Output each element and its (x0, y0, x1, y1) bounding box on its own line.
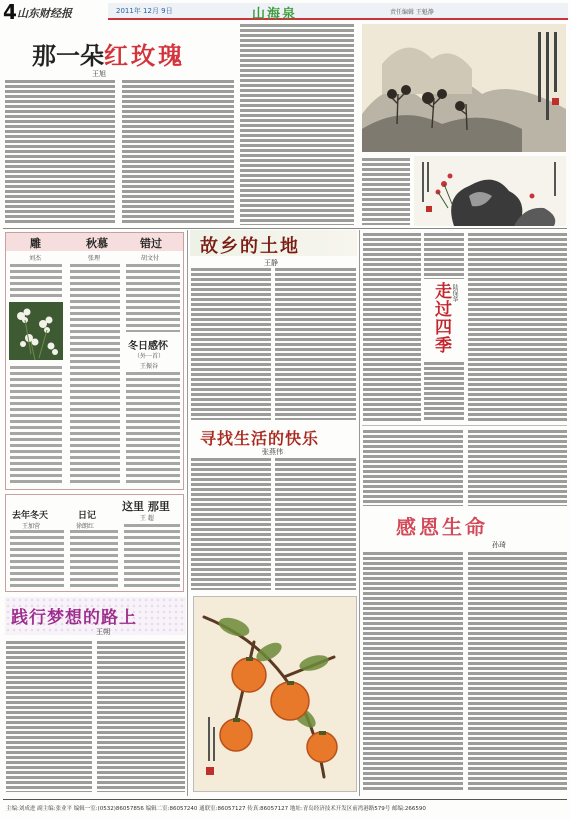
poem-text (70, 530, 118, 588)
article-title-dream: 践行梦想的路上 (11, 608, 137, 628)
poem-title-winter: 冬日感怀 (128, 341, 168, 352)
poem-text (126, 264, 180, 332)
issue-date: 2011年 12月 9日 (116, 7, 173, 15)
poem-title: 雕 (30, 237, 41, 250)
article-title-happiness: 寻找生活的快乐 (200, 429, 320, 448)
poem-text (10, 366, 62, 486)
flower-photo (9, 302, 63, 360)
poem-text (70, 264, 120, 486)
editor-credit: 责任编辑 王魁静 (390, 9, 434, 16)
poem-author: 王加营 (22, 523, 41, 530)
persimmon-painting (193, 596, 357, 792)
poem-author: 王振谷 (140, 363, 159, 370)
masthead: 山东财经报 (17, 7, 72, 20)
article-text (424, 362, 464, 421)
column-divider (359, 230, 360, 796)
section-title: 山海泉 (252, 7, 298, 22)
article-text (97, 641, 185, 792)
poem-title: 去年冬天 (12, 511, 49, 521)
landscape-painting (362, 24, 566, 152)
article-text (363, 552, 463, 792)
title-part-1: 那一朵 (32, 41, 104, 70)
author-rose: 王旭 (92, 70, 106, 78)
author-seasons: 陆保华 (451, 284, 458, 302)
title-part-2: 红玫瑰 (104, 41, 185, 70)
rock-flower-painting (414, 156, 566, 226)
poem-text (10, 264, 62, 298)
section-divider (362, 425, 567, 426)
article-text (468, 233, 567, 421)
article-text (424, 233, 464, 279)
header-band (108, 3, 568, 20)
poem-title: 秋慕 (86, 237, 108, 250)
article-text (122, 80, 234, 225)
article-title-gratitude: 感恩生命 (396, 515, 488, 539)
author-hometown: 王静 (264, 259, 278, 267)
article-title-rose (32, 36, 185, 71)
poem-author: 刘杰 (29, 255, 42, 262)
article-text (363, 430, 463, 506)
poem-title: 错过 (140, 237, 162, 250)
author-dream: 王朔 (96, 628, 110, 636)
article-text (468, 552, 567, 792)
article-text (275, 458, 356, 590)
article-text (275, 268, 356, 420)
article-text (191, 458, 271, 590)
column-divider (187, 230, 188, 796)
article-text (5, 80, 115, 225)
article-text (468, 430, 567, 506)
poem-text (124, 524, 180, 588)
article-text (6, 641, 92, 792)
footer-info: 主编:刘成进 副主编:张业平 编辑一室:(0532)86057856 编辑二室:86057240 通联室:86057127 传真:86057127 地址:青岛经济技术开发区前湾港路579号 邮编:266590 (6, 806, 426, 812)
article-title-hometown: 故乡的土地 (200, 236, 300, 257)
article-text (240, 24, 354, 225)
poem-text (126, 372, 180, 486)
poem-title: 日记 (78, 511, 97, 521)
article-text (362, 158, 410, 225)
article-title-seasons: 走过四季 (431, 282, 451, 354)
page-number: 4 (3, 0, 17, 24)
author-gratitude: 孙琦 (492, 541, 506, 549)
author-happiness: 张燕伟 (262, 448, 283, 456)
footer-rule (3, 799, 567, 800)
poem-author: 徐朗红 (76, 523, 95, 530)
article-text (363, 233, 421, 421)
article-text (191, 268, 271, 420)
poem-author: 王 超 (140, 515, 154, 522)
poem-author: 胡文付 (141, 255, 160, 262)
poem-author: 张理 (88, 255, 101, 262)
poem-text (10, 530, 64, 588)
poem-subtitle: （外一首） (134, 353, 165, 360)
poem-title: 这里 那里 (122, 500, 170, 513)
section-divider (3, 228, 567, 229)
